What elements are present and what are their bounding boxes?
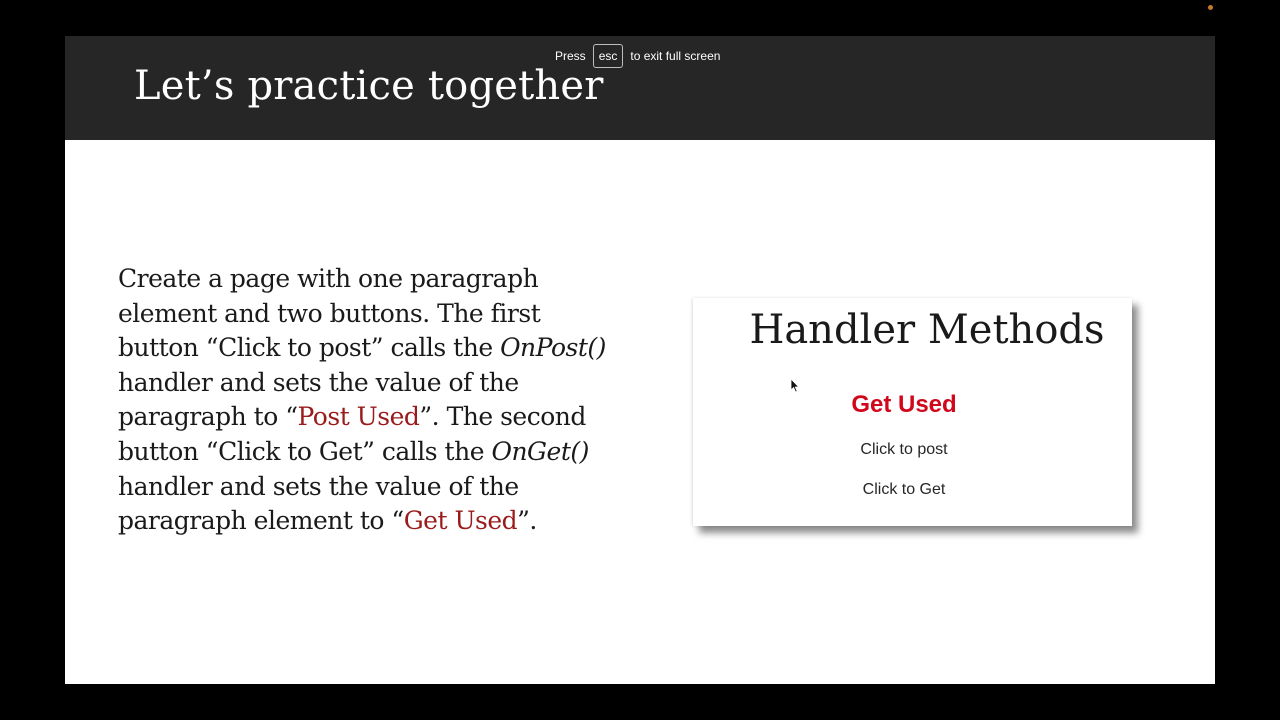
instructions-text [118,262,628,539]
demo-screenshot-card [693,298,1132,526]
demo-page-title: Handler Methods [749,307,1105,353]
instructions-part: handler and sets the value of the paragraph to “ [118,367,519,432]
onget-code: OnGet() [491,436,589,466]
esc-key-badge: esc [593,44,624,68]
slide-title: Let’s practice together [134,63,604,109]
onpost-code: OnPost() [500,333,606,363]
click-to-post-button[interactable]: Click to post [693,439,1115,461]
status-dot [1208,5,1213,10]
click-to-get-button[interactable]: Click to Get [693,479,1115,501]
instructions-part: ”. [517,506,537,536]
fullscreen-hint-after: to exit full screen [630,49,721,63]
instructions-part: ”. The second button “Click to Get” calls the [118,402,586,466]
instructions-part: handler and sets the value of the paragraph element to “ [118,471,519,536]
fullscreen-hint-before: Press [555,49,586,63]
instructions-part: Create a page with one paragraph element and two buttons. The first button “Click to post” calls the [118,264,541,363]
mouse-pointer-icon [790,378,800,393]
presentation-slide [65,36,1215,684]
demo-result-paragraph: Get Used [851,391,957,418]
post-used-accent: Post Used [297,402,420,432]
fullscreen-hint [555,43,720,69]
get-used-accent: Get Used [403,506,518,536]
